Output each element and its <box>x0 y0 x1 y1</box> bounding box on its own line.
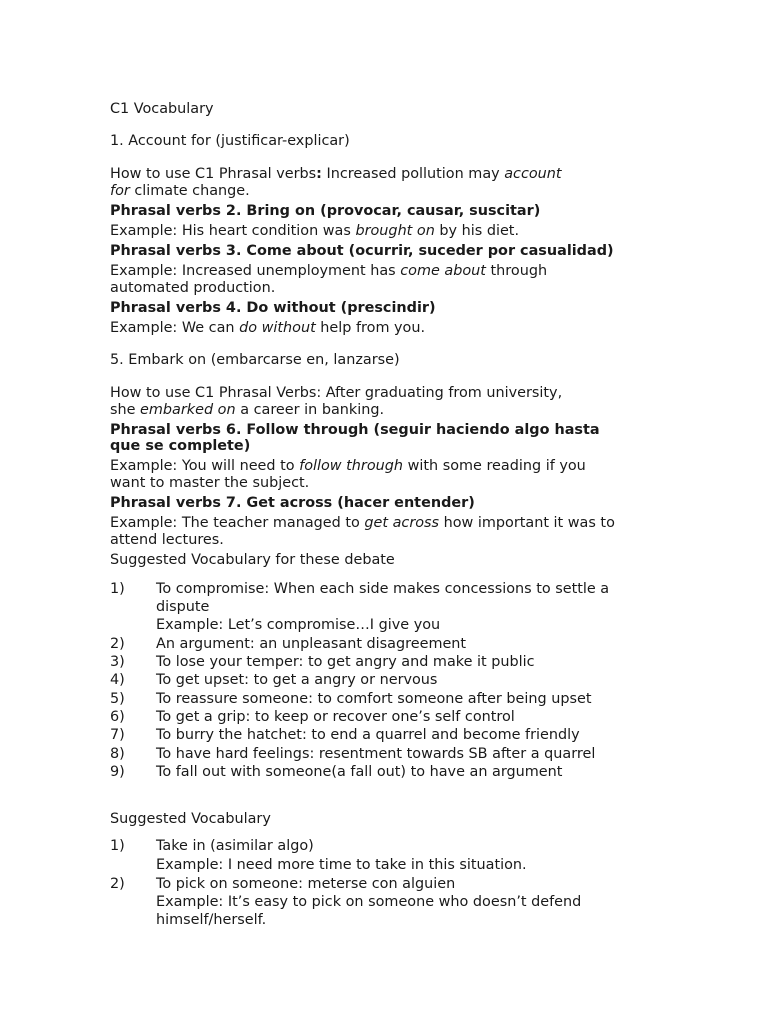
phrasal-verb-6-heading-line-1: Phrasal verbs 6. Follow through (seguir haciendo algo hasta <box>110 422 600 438</box>
phrasal-verb-emphasis: get across <box>364 515 440 531</box>
example-text: Example: You will need to <box>110 458 300 474</box>
list-number: 4) <box>110 672 125 688</box>
how-to-use-1-line-1 <box>110 166 562 183</box>
list-number: 3) <box>110 654 125 670</box>
phrasal-verb-emphasis: follow through <box>299 458 404 474</box>
list-item-text: To get a grip: to keep or recover one’s self control <box>156 709 515 725</box>
example-text: Example: His heart condition was <box>110 223 356 239</box>
item-1-heading: 1. Account for (justificar-explicar) <box>110 133 350 149</box>
example-text: Example: The teacher managed to <box>110 515 365 531</box>
list-item-example: Example: I need more time to take in this situation. <box>156 857 527 873</box>
how-to-use-5-line-1: How to use C1 Phrasal Verbs: After graduating from university, <box>110 385 563 401</box>
example-3-line-2: automated production. <box>110 280 276 296</box>
example-text: Example: We can <box>110 320 240 336</box>
list-number: 2) <box>110 876 125 892</box>
list-number: 5) <box>110 691 125 707</box>
example-3-line-1 <box>110 263 547 280</box>
list-item-text: To lose your temper: to get angry and make it public <box>156 654 535 670</box>
phrasal-verb-emphasis: brought on <box>355 223 435 239</box>
list-item-text: To reassure someone: to comfort someone after being upset <box>156 691 592 707</box>
phrasal-verb-2-heading: Phrasal verbs 2. Bring on (provocar, causar, suscitar) <box>110 203 541 219</box>
list-number: 2) <box>110 636 125 652</box>
phrasal-verb-3-heading: Phrasal verbs 3. Come about (ocurrir, suceder por casualidad) <box>110 243 614 259</box>
list-item-example: himself/herself. <box>156 912 267 928</box>
list-item-text: To burry the hatchet: to end a quarrel and become friendly <box>156 727 580 743</box>
list-item-text: Take in (asimilar algo) <box>156 838 314 854</box>
item-5-heading: 5. Embark on (embarcarse en, lanzarse) <box>110 352 400 368</box>
suggested-vocabulary-heading: Suggested Vocabulary <box>110 811 271 827</box>
phrasal-verb-4-heading: Phrasal verbs 4. Do without (prescindir) <box>110 300 436 316</box>
example-7-line-1 <box>110 515 615 532</box>
list-item-text: To have hard feelings: resentment towards SB after a quarrel <box>156 746 596 762</box>
example-text: by his diet. <box>434 223 520 239</box>
example-text: Example: Increased unemployment has <box>110 263 401 279</box>
how-to-use-5-line-2 <box>110 402 384 419</box>
document-title: C1 Vocabulary <box>110 101 214 117</box>
list-number: 1) <box>110 581 125 597</box>
phrasal-verb-6-heading-line-2: que se complete) <box>110 438 251 454</box>
list-item-text: To pick on someone: meterse con alguien <box>156 876 456 892</box>
phrasal-verb-7-heading: Phrasal verbs 7. Get across (hacer entender) <box>110 495 475 511</box>
example-6-line-1 <box>110 458 586 475</box>
debate-vocabulary-heading: Suggested Vocabulary for these debate <box>110 552 395 568</box>
example-6-line-2: want to master the subject. <box>110 475 310 491</box>
example-4 <box>110 320 425 337</box>
list-item-text: To get upset: to get a angry or nervous <box>156 672 438 688</box>
list-item-text: An argument: an unpleasant disagreement <box>156 636 467 652</box>
phrasal-verb-emphasis: account <box>504 166 562 182</box>
phrasal-verb-emphasis: embarked on <box>140 402 236 418</box>
phrasal-verb-emphasis: do without <box>239 320 316 336</box>
phrasal-verb-emphasis: for <box>110 183 130 199</box>
example-text: through <box>485 263 548 279</box>
list-number: 6) <box>110 709 125 725</box>
how-to-use-lead: How to use C1 Phrasal verbs <box>110 166 317 182</box>
phrasal-verb-emphasis: come about <box>400 263 486 279</box>
list-item-text: To compromise: When each side makes concessions to settle a <box>156 581 610 597</box>
how-to-use-1-line-2 <box>110 183 250 200</box>
example-text: with some reading if you <box>403 458 586 474</box>
example-text: how important it was to <box>439 515 615 531</box>
list-item-example: Example: Let’s compromise…I give you <box>156 617 441 633</box>
list-item-text: To fall out with someone(a fall out) to have an argument <box>156 764 563 780</box>
example-text: help from you. <box>315 320 426 336</box>
how-to-use-text: she <box>110 402 141 418</box>
list-number: 1) <box>110 838 125 854</box>
list-item-example: Example: It’s easy to pick on someone who doesn’t defend <box>156 894 582 910</box>
list-number: 9) <box>110 764 125 780</box>
example-2 <box>110 223 519 240</box>
how-to-use-rest: climate change. <box>129 183 250 199</box>
list-number: 7) <box>110 727 125 743</box>
how-to-use-colon: : <box>316 166 322 182</box>
how-to-use-text: Increased pollution may <box>321 166 505 182</box>
how-to-use-text: a career in banking. <box>235 402 385 418</box>
list-item-text: dispute <box>156 599 210 615</box>
example-7-line-2: attend lectures. <box>110 532 224 548</box>
list-number: 8) <box>110 746 125 762</box>
